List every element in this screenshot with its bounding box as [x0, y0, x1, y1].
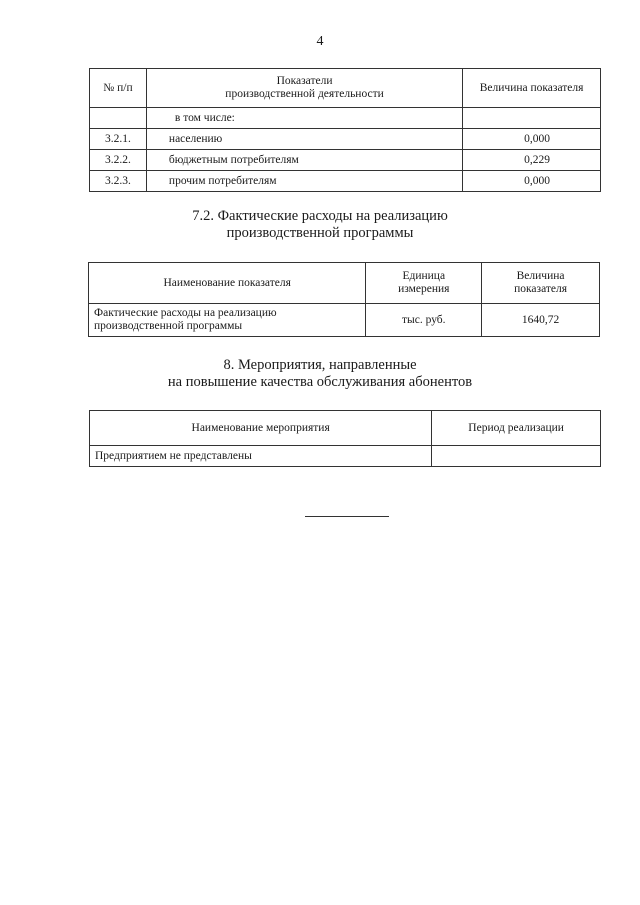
row-value: 0,000: [463, 129, 601, 150]
row-name: прочим потребителям: [146, 171, 462, 192]
column-header-value-line1: Величина: [516, 270, 565, 282]
section-title-line1: 7.2. Фактические расходы на реализацию: [192, 208, 448, 224]
column-header-unit-line1: Единица: [402, 270, 446, 282]
section-title-7-2: [0, 208, 640, 242]
measures-table: [89, 410, 601, 467]
expenses-table: [88, 262, 600, 337]
column-header-value: [482, 263, 600, 304]
column-header-value: Величина показателя: [463, 69, 601, 108]
column-header-indicator-line2: производственной деятельности: [225, 88, 384, 100]
row-name: населению: [146, 129, 462, 150]
row-value: 1640,72: [482, 304, 600, 337]
column-header-num: № п/п: [90, 69, 147, 108]
column-header-period: Период реализации: [432, 411, 601, 446]
section-title-line2: на повышение качества обслуживания абонентов: [167, 374, 473, 390]
row-unit: тыс. руб.: [366, 304, 482, 337]
closing-rule-line: [305, 516, 389, 517]
column-header-indicator-line1: Показатели: [276, 75, 333, 87]
table-row: [90, 150, 601, 171]
row-value: 0,000: [463, 171, 601, 192]
section-title-8: [0, 357, 640, 391]
column-header-unit: [366, 263, 482, 304]
row-measure: Предприятием не представлены: [90, 446, 432, 467]
row-num: 3.2.1.: [90, 129, 147, 150]
column-header-unit-line2: измерения: [398, 283, 450, 295]
section-title-line1: 8. Мероприятия, направленные: [223, 357, 417, 373]
table-row: [90, 171, 601, 192]
row-name: [89, 304, 366, 337]
row-num: 3.2.3.: [90, 171, 147, 192]
table-header-row: [89, 263, 600, 304]
row-value: 0,229: [463, 150, 601, 171]
row-name: бюджетным потребителям: [146, 150, 462, 171]
table-header-row: [90, 69, 601, 108]
table-row: [90, 129, 601, 150]
row-period: [432, 446, 601, 467]
table-row: [89, 304, 600, 337]
table-cell: [90, 108, 147, 129]
column-header-indicator: [146, 69, 462, 108]
column-header-measure: Наименование мероприятия: [90, 411, 432, 446]
column-header-value-line2: показателя: [514, 283, 568, 295]
column-header-name: Наименование показателя: [89, 263, 366, 304]
table-cell: [463, 108, 601, 129]
table-row: [90, 446, 601, 467]
row-name-line1: Фактические расходы на реализацию: [94, 307, 277, 319]
section-title-line2: производственной программы: [226, 225, 414, 241]
row-name-line2: производственной программы: [94, 320, 243, 332]
indicators-table: [89, 68, 601, 192]
table-header-row: [90, 411, 601, 446]
row-num: 3.2.2.: [90, 150, 147, 171]
page-number: 4: [316, 34, 324, 49]
subheading-cell: в том числе:: [146, 108, 462, 129]
table-row-subheading: [90, 108, 601, 129]
